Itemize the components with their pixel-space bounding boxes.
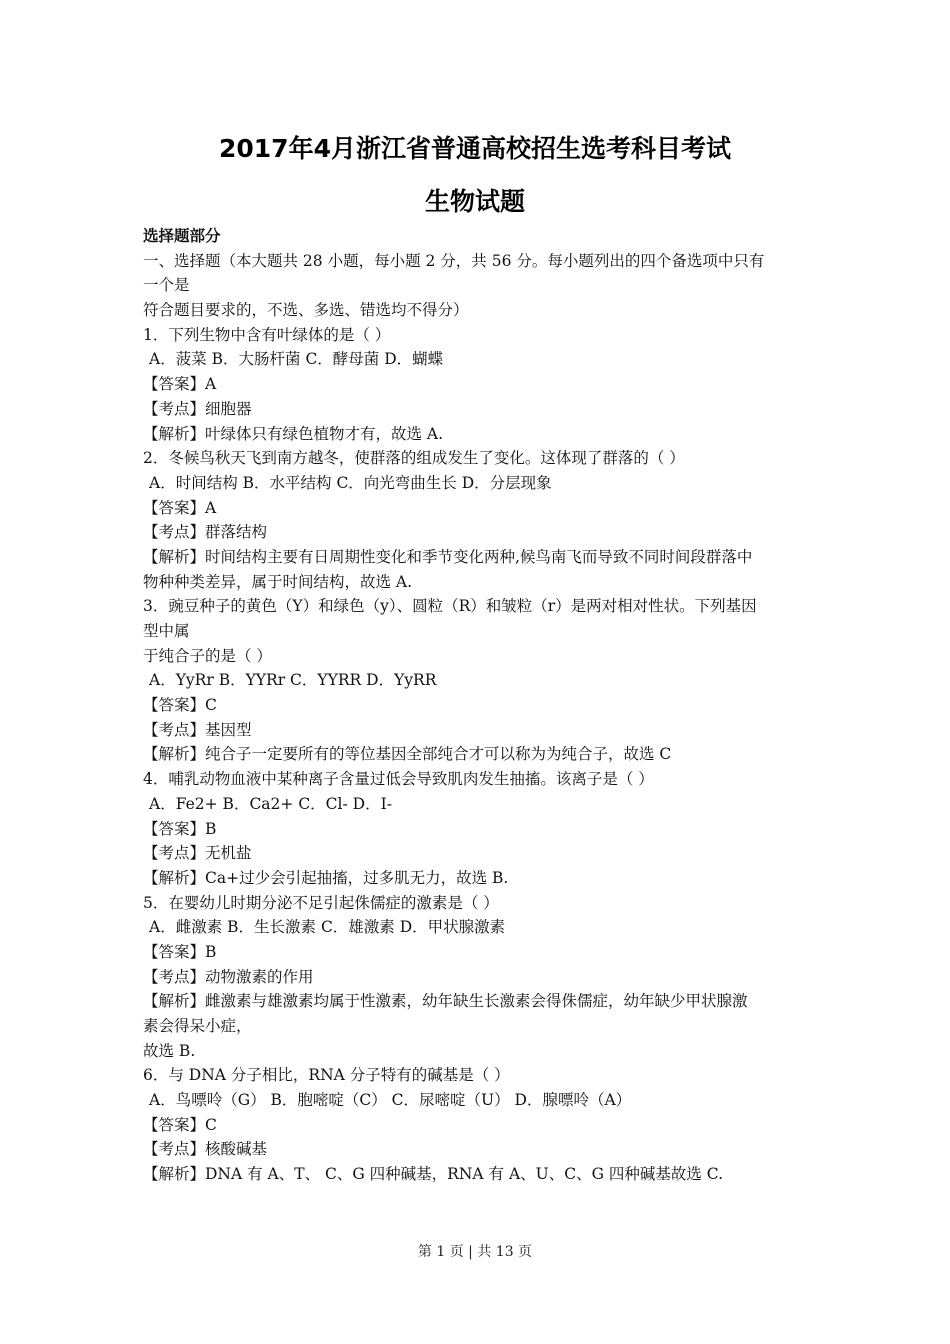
answer-options: A．Fe2+ B．Ca2+ C．Cl- D．I-: [149, 794, 392, 813]
text-line: 【答案】C: [143, 696, 217, 715]
section-heading: 选择题部分: [143, 227, 221, 245]
text-line: 【考点】基因型: [143, 720, 252, 739]
text-line: 【解析】时间结构主要有日周期性变化和季节变化两种,候鸟南飞而导致不同时间段群落中: [143, 547, 753, 566]
text-line: 【解析】叶绿体只有绿色植物才有，故选 A.: [143, 424, 444, 443]
text-line: 物种种类差异，属于时间结构，故选 A.: [143, 572, 413, 591]
text-line: 【考点】无机盐: [143, 844, 252, 863]
answer-options: A．雌激素 B．生长激素 C．雄激素 D．甲状腺激素: [149, 918, 506, 937]
answer-options: A．菠菜 B．大肠杆菌 C．酵母菌 D．蝴蝶: [149, 350, 444, 369]
text-line: 一、选择题（本大题共 28 小题，每小题 2 分，共 56 分。每小题列出的四个备选项中只有: [143, 251, 765, 270]
text-line: 【考点】细胞器: [143, 399, 252, 418]
question-line: 6．与 DNA 分子相比，RNA 分子特有的碱基是（ ）: [143, 1066, 510, 1085]
question-line: 4．哺乳动物血液中某种离子含量过低会导致肌肉发生抽搐。该离子是（ ）: [143, 770, 654, 789]
document-subtitle: 生物试题: [424, 187, 525, 216]
answer-options: A．鸟嘌呤（G） B．胞嘧啶（C） C．尿嘧啶（U） D．腺嘌呤（A）: [149, 1091, 632, 1110]
text-line: 于纯合子的是（ ）: [143, 646, 272, 665]
text-line: 型中属: [143, 622, 190, 640]
answer-options: A．YyRr B．YYRr C．YYRR D．YyRR: [149, 671, 437, 690]
text-line: 故选 B.: [143, 1041, 196, 1060]
text-line: 【解析】雌激素与雄激素均属于性激素，幼年缺生长激素会得侏儒症，幼年缺少甲状腺激: [143, 992, 748, 1011]
text-line: 符合题目要求的，不选、多选、错选均不得分）: [143, 301, 469, 320]
question-line: 2．冬候鸟秋天飞到南方越冬，使群落的组成发生了变化。这体现了群落的（ ）: [143, 449, 685, 468]
text-line: 【考点】核酸碱基: [143, 1140, 268, 1159]
text-line: 【答案】A: [143, 498, 217, 517]
document-title: 2017年4月浙江省普通高校招生选考科目考试: [219, 134, 731, 163]
text-line: 【解析】纯合子一定要所有的等位基因全部纯合才可以称为为纯合子，故选 C: [143, 745, 672, 764]
text-line: 【考点】群落结构: [143, 523, 268, 542]
text-line: 【答案】B: [143, 942, 217, 961]
answer-options: A．时间结构 B．水平结构 C．向光弯曲生长 D．分层现象: [149, 473, 552, 492]
text-line: 【解析】Ca+过少会引起抽搐，过多肌无力，故选 B.: [143, 868, 509, 887]
question-line: 5．在婴幼儿时期分泌不足引起侏儒症的激素是（ ）: [143, 893, 499, 912]
document-body: [143, 224, 813, 1187]
question-line: 1．下列生物中含有叶绿体的是（ ）: [143, 325, 391, 344]
text-line: 【答案】C: [143, 1115, 217, 1134]
text-line: 一个是: [143, 276, 190, 295]
text-line: 【答案】A: [143, 375, 217, 394]
text-line: 【解析】DNA 有 A、T、 C、G 四种碱基，RNA 有 A、U、C、G 四种碱基故选 C.: [143, 1165, 724, 1184]
text-line: 素会得呆小症，: [143, 1017, 252, 1035]
text-line: 【考点】动物激素的作用: [143, 967, 314, 986]
text-line: 【答案】B: [143, 819, 217, 838]
question-line: 3．豌豆种子的黄色（Y）和绿色（y）、圆粒（R）和皱粒（r）是两对相对性状。下列基因: [143, 597, 757, 616]
page-footer: 第 1 页 | 共 13 页: [417, 1244, 533, 1260]
